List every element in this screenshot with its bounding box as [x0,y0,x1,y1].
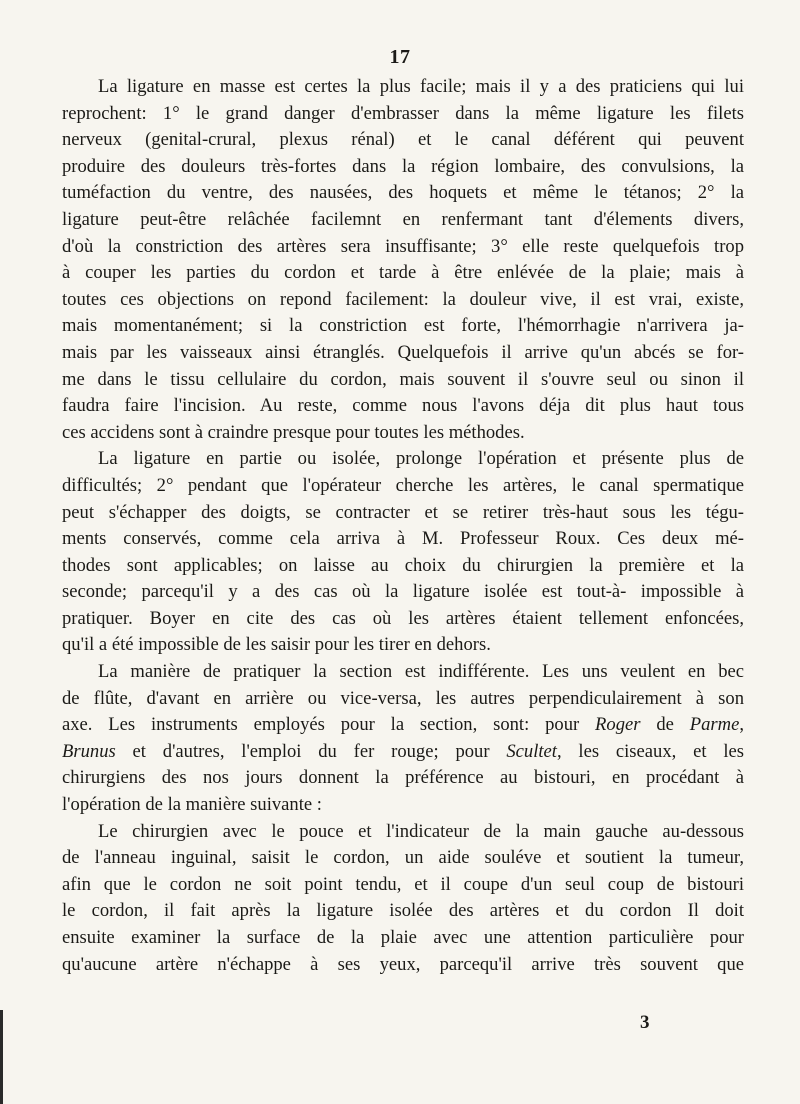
scan-edge-mark [0,1010,3,1104]
text-line: qu'il a été impossible de les saisir pour les tirer en dehors. [62,634,491,656]
body-text [62,74,744,978]
page-number: 17 [389,46,411,68]
signature-mark: 3 [640,1012,650,1033]
text-line: afin que le cordon ne soit point tendu, et il coupe d'un seul coup de bistouri [62,873,744,895]
text-line: produire des douleurs très-fortes dans la région lombaire, des convulsions, la [62,155,744,177]
text-line: faudra faire l'incision. Au reste, comme nous l'avons déja dit plus haut tous [62,395,744,417]
text-line: La ligature en masse est certes la plus facile; mais il y a des praticiens qui lui [98,76,744,97]
text-line: tuméfaction du ventre, des nausées, des hoquets et même le tétanos; 2° la [62,182,744,204]
text-line: ments conservés, comme cela arriva à M. Professeur Roux. Ces deux mé- [62,528,744,550]
text-line: l'opération de la manière suivante : [62,794,322,816]
text-line: toutes ces objections on repond facilement: la douleur vive, il est vrai, existe, [62,288,744,310]
text-line: La ligature en partie ou isolée, prolonge l'opération et présente plus de [98,448,744,470]
text-line: reprochent: 1° le grand danger d'embrasser dans la même ligature les filets [62,102,744,124]
text-line: d'où la constriction des artères sera insuffisante; 3° elle reste quelquefois trop [62,235,744,257]
text-line: à couper les parties du cordon et tarde à être enlévée de la plaie; mais à [62,262,744,284]
text-line: peut s'échapper des doigts, se contracter et se retirer très-haut sous les tégu- [62,501,744,523]
text-line: mais momentanément; si la constriction est forte, l'hémorrhagie n'arrivera ja- [62,315,744,337]
text-line: de l'anneau inguinal, saisit le cordon, un aide souléve et soutient la tumeur, [62,847,744,869]
text-line: pratiquer. Boyer en cite des cas où les artères étaient tellement enfoncées, [62,607,744,629]
text-line: le cordon, il fait après la ligature isolée des artères et du cordon Il doit [62,900,744,922]
text-line: de flûte, d'avant en arrière ou vice-versa, les autres perpendiculairement à son [62,687,744,709]
text-line: nerveux (genital-crural, plexus rénal) et le canal déférent qui peuvent [62,129,744,151]
text-line: me dans le tissu cellulaire du cordon, mais souvent il s'ouvre seul ou sinon il [62,368,744,390]
text-line: ligature peut-être relâchée facilemnt en renfermant tant d'élements divers, [62,208,744,230]
text-line: Le chirurgien avec le pouce et l'indicateur de la main gauche au-dessous [98,820,744,842]
text-line: axe. Les instruments employés pour la section, sont: pour Roger de Parme, [62,714,744,736]
text-line: La manière de pratiquer la section est indifférente. Les uns veulent en bec [98,661,744,683]
text-line: thodes sont applicables; on laisse au choix du chirurgien la première et la [62,554,744,576]
text-line: difficultés; 2° pendant que l'opérateur cherche les artères, le canal spermatique [62,474,744,496]
text-line: qu'aucune artère n'échappe à ses yeux, parcequ'il arrive très souvent que [62,953,744,975]
text-line: chirurgiens des nos jours donnent la préférence au bistouri, en procédant à [62,767,744,789]
text-line: mais par les vaisseaux ainsi étranglés. Quelquefois il arrive qu'un abcés se for- [62,341,744,363]
text-line: Brunus et d'autres, l'emploi du fer rouge; pour Scultet, les ciseaux, et les [62,740,744,762]
text-line: ensuite examiner la surface de la plaie avec une attention particulière pour [62,927,744,948]
text-line: seconde; parcequ'il y a des cas où la ligature isolée est tout-à- impossible à [62,581,744,603]
text-line: ces accidens sont à craindre presque pour toutes les méthodes. [62,421,525,443]
